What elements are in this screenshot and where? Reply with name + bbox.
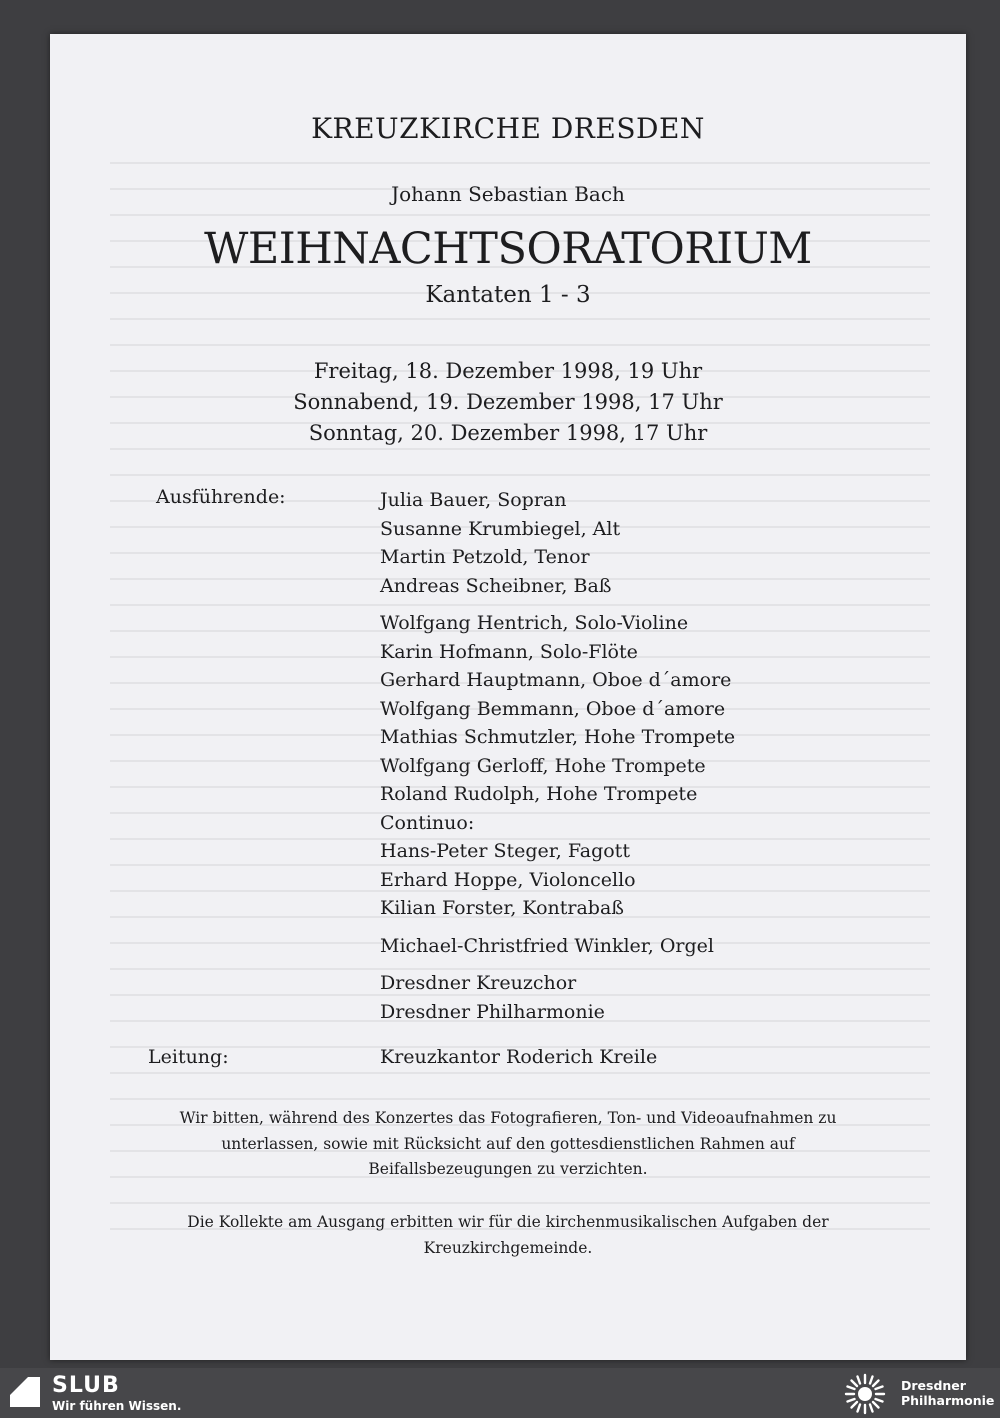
performers-list bbox=[380, 486, 735, 1026]
photography-notice bbox=[130, 1106, 886, 1183]
collection-notice bbox=[130, 1210, 886, 1261]
ensemble-entry: Dresdner Kreuzchor bbox=[380, 972, 577, 994]
instrumentalist-entry: Wolfgang Bemmann, Oboe d´amore bbox=[380, 697, 726, 720]
leader-name: Kreuzkantor Roderich Kreile bbox=[380, 1046, 658, 1068]
work-title: WEIHNACHTSORATORIUM bbox=[204, 224, 812, 274]
composer-name: Johann Sebastian Bach bbox=[391, 182, 625, 206]
organ-entry: Michael-Christfried Winkler, Orgel bbox=[380, 934, 714, 957]
soloist-entry: Susanne Krumbiegel, Alt bbox=[380, 517, 621, 540]
soloist-entry: Martin Petzold, Tenor bbox=[380, 546, 590, 568]
notice-line: Die Kollekte am Ausgang erbitten wir für die kirchenmusikalischen Aufgaben der bbox=[187, 1213, 829, 1231]
date-line: Freitag, 18. Dezember 1998, 19 Uhr bbox=[313, 359, 703, 383]
instrumentalist-entry: Mathias Schmutzler, Hohe Trompete bbox=[380, 726, 736, 748]
partner-name bbox=[901, 1378, 994, 1408]
spacer bbox=[380, 600, 735, 609]
spacer bbox=[380, 923, 735, 932]
notice-line: Wir bitten, während des Konzertes das Fotografieren, Ton- und Videoaufnahmen zu bbox=[179, 1109, 837, 1127]
partner-name-line: Dresdner bbox=[901, 1378, 966, 1393]
leader-label: Leitung: bbox=[148, 1046, 229, 1068]
notice-line: Kreuzkirchgemeinde. bbox=[423, 1238, 593, 1257]
philharmonie-logo-icon bbox=[842, 1371, 888, 1417]
notice-line: Beifallsbezeugungen zu verzichten. bbox=[368, 1160, 648, 1178]
library-name: SLUB bbox=[52, 1373, 120, 1398]
program-sheet bbox=[50, 34, 966, 1360]
soloist-entry: Julia Bauer, Sopran bbox=[380, 489, 567, 511]
library-tagline: Wir führen Wissen. bbox=[52, 1399, 182, 1413]
continuo-entry: Kilian Forster, Kontrabaß bbox=[380, 897, 624, 919]
date-line: Sonntag, 20. Dezember 1998, 17 Uhr bbox=[308, 421, 708, 445]
ensemble-entry: Dresdner Philharmonie bbox=[380, 1000, 605, 1023]
performers-label: Ausführende: bbox=[156, 486, 286, 508]
instrumentalist-entry: Wolfgang Hentrich, Solo-Violine bbox=[380, 612, 689, 634]
instrumentalist-entry: Wolfgang Gerloff, Hohe Trompete bbox=[380, 754, 706, 777]
soloist-entry: Andreas Scheibner, Baß bbox=[380, 574, 612, 597]
instrumentalist-entry: Karin Hofmann, Solo-Flöte bbox=[380, 640, 638, 663]
spacer bbox=[380, 960, 735, 969]
instrumentalist-entry: Roland Rudolph, Hohe Trompete bbox=[380, 783, 698, 805]
footer-bar bbox=[0, 1368, 1000, 1418]
continuo-label: Continuo: bbox=[380, 811, 475, 834]
instrumentalist-entry: Gerhard Hauptmann, Oboe d´amore bbox=[380, 669, 732, 691]
continuo-entry: Hans-Peter Steger, Fagott bbox=[380, 840, 630, 862]
continuo-entry: Erhard Hoppe, Violoncello bbox=[380, 868, 636, 891]
partner-name-line: Philharmonie bbox=[901, 1393, 995, 1408]
work-subtitle: Kantaten 1 - 3 bbox=[425, 282, 591, 308]
slub-logo-icon bbox=[10, 1377, 40, 1407]
date-line: Sonnabend, 19. Dezember 1998, 17 Uhr bbox=[293, 390, 723, 414]
notice-line: unterlassen, sowie mit Rücksicht auf den gottesdienstlichen Rahmen auf bbox=[221, 1134, 795, 1153]
performance-dates bbox=[50, 356, 966, 449]
venue-heading: KREUZKIRCHE DRESDEN bbox=[311, 112, 705, 145]
